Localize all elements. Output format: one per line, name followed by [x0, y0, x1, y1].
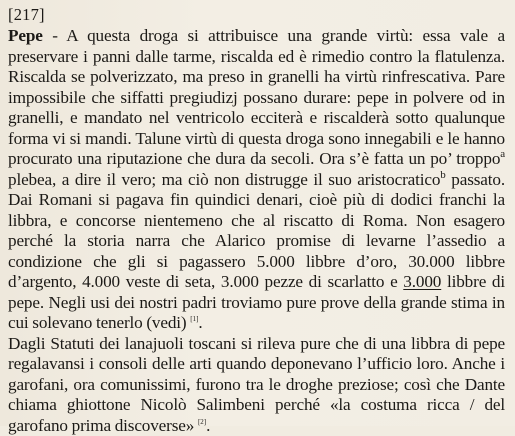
page-number: [217] — [8, 6, 505, 24]
paragraph-text: - A questa droga si attribuisce una grande virtù: essa vale a preservare i panni dalle tarme, riscalda ed è rimedio contro la flatulenza. Riscalda se polverizzato, ma preso in granelli ha virtù rinfrescativa. Pare impossibile che siffatti pregiudizj possano durare: pepe in polvere od in granelli, e mandato nel ventricolo ecciterà e riscalderà sotto qualunque forma vi si mandi. Talune virtù di questa droga sono innegabili e le hanno procurato una riputazione che dura da secoli. Ora s’è fatta un po’ troppo — [8, 26, 505, 168]
paragraph-text: Dagli Statuti dei lanajuoli toscani si rileva pure che di una libbra di pepe regalavansi i consoli delle arti quando deponevano l’ufficio loro. Anche i garofani, ora comunissimi, furono tra le droghe preziose; così che Dante chiama ghiottone Nicolò Salimbeni perché «la costuma ricca / del garofano prima discoverse» — [8, 334, 505, 435]
paragraph-pepe — [8, 26, 505, 334]
document-body — [8, 26, 505, 436]
paragraph-text: . — [198, 313, 202, 332]
footnote-ref-1[interactable]: [1] — [190, 315, 198, 323]
annotation-mark-a: a — [500, 148, 505, 160]
paragraph-statuti — [8, 334, 505, 436]
footnote-ref-2[interactable]: [2] — [198, 418, 206, 426]
annotation-mark-b: b — [440, 169, 445, 181]
paragraph-text: plebea, a dire il vero; ma ciò non distrugge il suo aristocratico — [8, 170, 440, 189]
underlined-number: 3.000 — [403, 272, 441, 291]
headword: Pepe — [8, 26, 43, 45]
paragraph-text: passato. Dai Romani si pagava fin quindici denari, cioè più di dodici franchi la libbra, e concorse nientemeno che al riscatto di Roma. Non esagero perché la storia narra che Alarico promise di levarne l’assedio a condizione che gli si pagassero 5.000 libbre d’oro, 30.000 libbre d’argento, 4.000 veste di seta, 3.000 pezze di scarlatto e — [8, 170, 505, 292]
paragraph-text: . — [206, 416, 210, 435]
paragraph-text: libbre di pepe. Negli usi dei nostri padri troviamo pure prove della grande stima in cui solevano tenerlo (vedi) — [8, 272, 505, 332]
